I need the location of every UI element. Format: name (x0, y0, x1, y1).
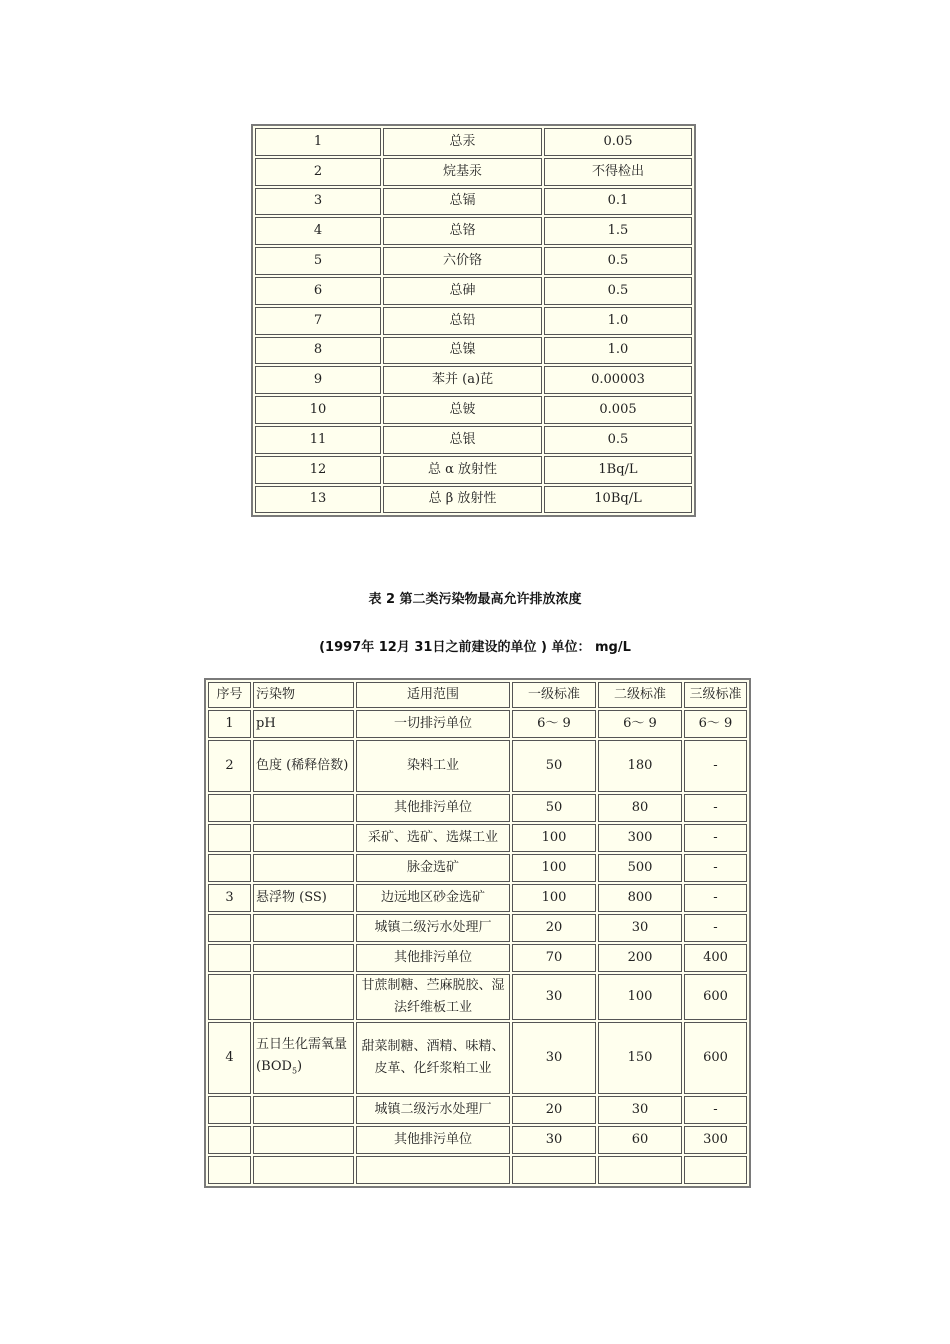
pollutant-subscript: 5 (291, 1066, 298, 1076)
pollutant-cell: 色度 (稀释倍数) (253, 740, 354, 792)
level1-cell: 30 (512, 1022, 596, 1094)
max-concentration-cell: 1.0 (544, 337, 692, 365)
level3-cell: - (684, 824, 747, 852)
header-cell-level3: 三级标准 (684, 682, 747, 708)
level1-cell: 20 (512, 1096, 596, 1124)
table-1-row (255, 158, 692, 186)
max-concentration-cell: 0.5 (544, 277, 692, 305)
pollutant-cell: 总砷 (383, 277, 542, 305)
table-1-row (255, 217, 692, 245)
pollutant-text-tail: ) (297, 1058, 303, 1074)
pollutant-cell: 总铍 (383, 396, 542, 424)
table-2-row (208, 854, 747, 882)
row-number-cell: 4 (208, 1022, 251, 1094)
table-1-row (255, 426, 692, 454)
row-number-cell: 1 (208, 710, 251, 738)
level1-cell: 30 (512, 974, 596, 1020)
pollutant-cell (253, 1096, 354, 1124)
scope-cell: 其他排污单位 (356, 794, 510, 822)
table-2-row (208, 740, 747, 792)
scope-cell: 甜菜制糖、酒精、味精、皮革、化纤浆粕工业 (356, 1022, 510, 1094)
row-number-cell: 2 (208, 740, 251, 792)
pollutant-cell (253, 1156, 354, 1184)
level2-cell: 6～ 9 (598, 710, 682, 738)
level1-cell: 70 (512, 944, 596, 972)
scope-cell: 染料工业 (356, 740, 510, 792)
level1-cell: 50 (512, 740, 596, 792)
level1-cell: 50 (512, 794, 596, 822)
level2-cell (598, 1156, 682, 1184)
scope-cell: 脉金选矿 (356, 854, 510, 882)
scope-cell: 边远地区砂金选矿 (356, 884, 510, 912)
pollutant-cell: 总汞 (383, 128, 542, 156)
pollutant-cell: 总 β 放射性 (383, 486, 542, 514)
table-2-row (208, 824, 747, 852)
row-number-cell (208, 1156, 251, 1184)
pollutant-cell (253, 1022, 354, 1094)
row-number-cell: 6 (255, 277, 381, 305)
max-concentration-cell: 1Bq/L (544, 456, 692, 484)
row-number-cell: 2 (255, 158, 381, 186)
pollutant-cell (253, 974, 354, 1020)
table-2-row (208, 1156, 747, 1184)
max-concentration-cell: 0.1 (544, 188, 692, 216)
pollutant-table-2 (204, 678, 751, 1188)
table-1-row (255, 337, 692, 365)
row-number-cell: 8 (255, 337, 381, 365)
level3-cell: - (684, 794, 747, 822)
header-cell-level1: 一级标准 (512, 682, 596, 708)
table-2-header-row (208, 682, 747, 708)
max-concentration-cell: 0.5 (544, 247, 692, 275)
max-concentration-cell: 10Bq/L (544, 486, 692, 514)
scope-cell: 其他排污单位 (356, 944, 510, 972)
max-concentration-cell: 0.5 (544, 426, 692, 454)
table-2-title: 表 2 第二类污染物最高允许排放浓度 (368, 592, 582, 607)
level3-cell: 600 (684, 974, 747, 1020)
level2-cell: 300 (598, 824, 682, 852)
table-1-row (255, 366, 692, 394)
row-number-cell: 10 (255, 396, 381, 424)
row-number-cell (208, 944, 251, 972)
level2-cell: 800 (598, 884, 682, 912)
level3-cell: - (684, 1096, 747, 1124)
table-2-row (208, 1126, 747, 1154)
row-number-cell (208, 1096, 251, 1124)
row-number-cell: 7 (255, 307, 381, 335)
row-number-cell (208, 854, 251, 882)
max-concentration-cell: 0.00003 (544, 366, 692, 394)
row-number-cell: 3 (255, 188, 381, 216)
table-2-subtitle: (1997年 12月 31日之前建设的单位 ) 单位： mg/L (319, 640, 631, 655)
scope-cell: 城镇二级污水处理厂 (356, 914, 510, 942)
level1-cell: 100 (512, 884, 596, 912)
table-1-row (255, 277, 692, 305)
row-number-cell: 13 (255, 486, 381, 514)
level2-cell: 180 (598, 740, 682, 792)
pollutant-cell: 总铬 (383, 217, 542, 245)
pollutant-cell: 总镉 (383, 188, 542, 216)
level2-cell: 100 (598, 974, 682, 1020)
row-number-cell (208, 824, 251, 852)
level1-cell: 30 (512, 1126, 596, 1154)
row-number-cell: 12 (255, 456, 381, 484)
table-2-row (208, 914, 747, 942)
scope-cell: 一切排污单位 (356, 710, 510, 738)
header-cell-scope: 适用范围 (356, 682, 510, 708)
level3-cell: 400 (684, 944, 747, 972)
scope-cell: 其他排污单位 (356, 1126, 510, 1154)
pollutant-cell: 悬浮物 (SS) (253, 884, 354, 912)
level2-cell: 500 (598, 854, 682, 882)
pollutant-table-1 (251, 124, 696, 517)
table-2-row (208, 710, 747, 738)
pollutant-cell (253, 914, 354, 942)
pollutant-cell: 总铅 (383, 307, 542, 335)
row-number-cell: 5 (255, 247, 381, 275)
row-number-cell: 3 (208, 884, 251, 912)
pollutant-cell: 六价铬 (383, 247, 542, 275)
max-concentration-cell: 0.005 (544, 396, 692, 424)
level1-cell (512, 1156, 596, 1184)
level3-cell: - (684, 914, 747, 942)
table-1-row (255, 247, 692, 275)
level2-cell: 30 (598, 914, 682, 942)
pollutant-cell: 烷基汞 (383, 158, 542, 186)
table-1-row (255, 396, 692, 424)
table-2-row (208, 944, 747, 972)
row-number-cell (208, 1126, 251, 1154)
row-number-cell: 1 (255, 128, 381, 156)
pollutant-cell: 总镍 (383, 337, 542, 365)
table-2-row (208, 974, 747, 1020)
level3-cell: - (684, 740, 747, 792)
pollutant-cell: pH (253, 710, 354, 738)
table-1-row (255, 307, 692, 335)
table-2-row (208, 884, 747, 912)
row-number-cell: 9 (255, 366, 381, 394)
level2-cell: 60 (598, 1126, 682, 1154)
table-2-row (208, 1096, 747, 1124)
level1-cell: 6～ 9 (512, 710, 596, 738)
max-concentration-cell: 不得检出 (544, 158, 692, 186)
level3-cell: - (684, 854, 747, 882)
pollutant-cell (253, 944, 354, 972)
table-1-row (255, 456, 692, 484)
pollutant-cell (253, 794, 354, 822)
pollutant-cell: 苯并 (a)芘 (383, 366, 542, 394)
level3-cell (684, 1156, 747, 1184)
pollutant-text: 五日生化需氧量 (BOD (256, 1036, 348, 1074)
row-number-cell (208, 914, 251, 942)
level3-cell: 300 (684, 1126, 747, 1154)
table-1-row (255, 128, 692, 156)
table-2-row (208, 1022, 747, 1094)
row-number-cell (208, 794, 251, 822)
table-1-row (255, 188, 692, 216)
pollutant-cell (253, 1126, 354, 1154)
pollutant-cell: 总 α 放射性 (383, 456, 542, 484)
scope-cell: 采矿、选矿、选煤工业 (356, 824, 510, 852)
max-concentration-cell: 0.05 (544, 128, 692, 156)
row-number-cell (208, 974, 251, 1020)
pollutant-cell (253, 824, 354, 852)
header-cell-level2: 二级标准 (598, 682, 682, 708)
table-1-row (255, 486, 692, 514)
row-number-cell: 11 (255, 426, 381, 454)
header-cell-no: 序号 (208, 682, 251, 708)
level2-cell: 150 (598, 1022, 682, 1094)
scope-cell (356, 1156, 510, 1184)
level2-cell: 200 (598, 944, 682, 972)
scope-cell: 甘蔗制糖、苎麻脱胶、湿法纤维板工业 (356, 974, 510, 1020)
pollutant-cell (253, 854, 354, 882)
header-cell-pollutant: 污染物 (253, 682, 354, 708)
scope-cell: 城镇二级污水处理厂 (356, 1096, 510, 1124)
level3-cell: 6～ 9 (684, 710, 747, 738)
table-2-row (208, 794, 747, 822)
level2-cell: 80 (598, 794, 682, 822)
level1-cell: 100 (512, 854, 596, 882)
max-concentration-cell: 1.0 (544, 307, 692, 335)
level1-cell: 20 (512, 914, 596, 942)
level3-cell: - (684, 884, 747, 912)
max-concentration-cell: 1.5 (544, 217, 692, 245)
level1-cell: 100 (512, 824, 596, 852)
row-number-cell: 4 (255, 217, 381, 245)
level3-cell: 600 (684, 1022, 747, 1094)
level2-cell: 30 (598, 1096, 682, 1124)
pollutant-cell: 总银 (383, 426, 542, 454)
